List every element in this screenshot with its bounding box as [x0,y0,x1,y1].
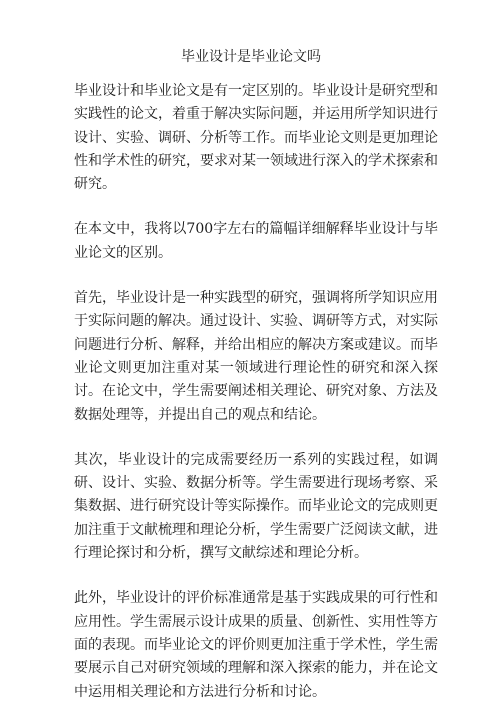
paragraph-third-point: 此外，毕业设计的评价标准通常是基于实践成果的可行性和应用性。学生需展示设计成果的质量、创新性、实用性等方面的表现。而毕业论文的评价则更加注重于学术性，学生需要展示自己对研究领域的理解和深入探索的能力，并在论文中运用相关理论和方法进行分析和讨论。 [74,590,438,700]
paragraph-intro: 毕业设计和毕业论文是有一定区别的。毕业设计是研究型和实践性的论文，着重于解决实际问题，并运用所学知识进行设计、实验、调研、分析等工作。而毕业论文则是更加理论性和学术性的研究，要求对某一领域进行深入的学术探索和研究。 [74,83,438,193]
paragraph-second-point: 其次，毕业设计的完成需要经历一系列的实践过程，如调研、设计、实验、数据分析等。学生需要进行现场考察、采集数据、进行研究设计等实际操作。而毕业论文的完成则更加注重于文献梳理和理论分析，学生需要广泛阅读文献，进行理论探讨和分析，撰写文献综述和理论分析。 [74,451,438,562]
document-body [74,80,438,726]
paragraph-scope: 在本文中，我将以700字左右的篇幅详细解释毕业设计与毕业论文的区别。 [74,221,438,261]
paragraph-first-point: 首先，毕业设计是一种实践型的研究，强调将所学知识应用于实际问题的解决。通过设计、实验、调研等方式，对实际问题进行分析、解释，并给出相应的解决方案或建议。而毕业论文则更加注重对某一领域进行理论性的研究和深入探讨。在论文中，学生需要阐述相关理论、研究对象、方法及数据处理等，并提出自己的观点和结论。 [74,290,438,423]
document-title: 毕业设计是毕业论文吗 [181,49,321,65]
